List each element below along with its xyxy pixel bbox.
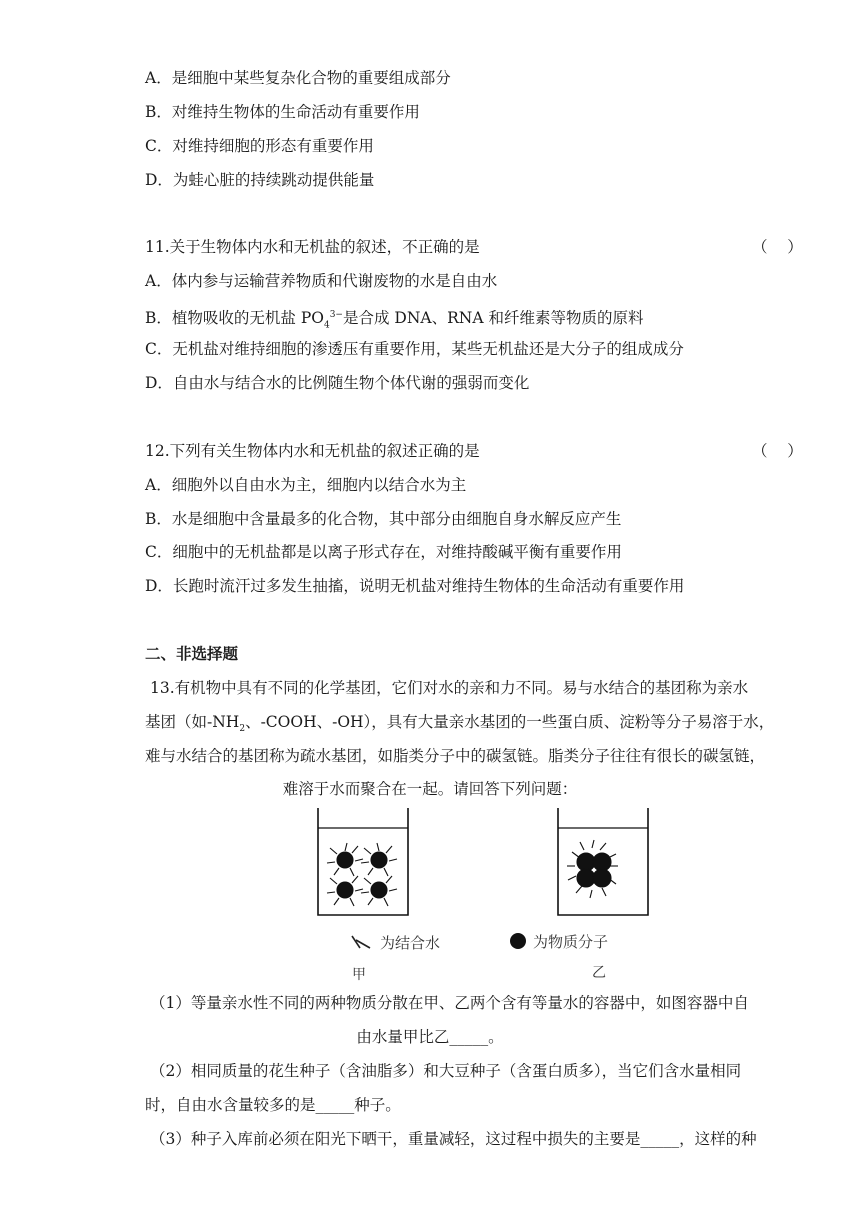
q11-option-d: D．自由水与结合水的比例随生物个体代谢的强弱而变化 <box>145 374 530 392</box>
q10-option-b: B．对维持生物体的生命活动有重要作用 <box>145 103 420 121</box>
q10-option-d: D．为蛙心脏的持续跳动提供能量 <box>145 171 375 189</box>
q12-option-c: C．细胞中的无机盐都是以离子形式存在，对维持酸碱平衡有重要作用 <box>145 543 622 561</box>
q13-line-2 <box>145 712 774 739</box>
label-jia: 甲 <box>352 967 366 983</box>
containers-figure <box>300 800 680 985</box>
q13-line-4: 难溶于水而聚合在一起。请回答下列问题： <box>282 780 578 798</box>
molecule-legend-label: 为物质分子 <box>533 933 609 951</box>
label-yi: 乙 <box>592 965 606 981</box>
q13-sub2-line-2: 时，自由水含量较多的是_____种子。 <box>145 1096 401 1114</box>
q12-option-b: B．水是细胞中含量最多的化合物，其中部分由细胞自身水解反应产生 <box>145 510 622 528</box>
bound-water-legend-label: 为结合水 <box>380 934 441 952</box>
q10-option-a: A．是细胞中某些复杂化合物的重要组成部分 <box>145 69 451 87</box>
q10-option-c: C．对维持细胞的形态有重要作用 <box>145 137 374 155</box>
section-heading: 二、非选择题 <box>145 645 239 663</box>
q13-line-2-sub: 2 <box>239 724 246 735</box>
q12-option-a: A．细胞外以自由水为主，细胞内以结合水为主 <box>145 476 467 494</box>
q11-answer-paren: （ ） <box>752 238 803 256</box>
q12-answer-paren: （ ） <box>752 442 803 460</box>
q11-option-b-post: 是合成 DNA、RNA 和纤维素等物质的原料 <box>342 309 644 328</box>
q13-sub3-line-1: （3）种子入库前必须在阳光下晒干，重量减轻，这过程中损失的主要是_____，这样的种 <box>150 1130 757 1148</box>
q11-option-b <box>145 305 643 335</box>
q13-line-1: 13.有机物中具有不同的化学基团，它们对水的亲和力不同。易与水结合的基团称为亲水 <box>150 679 749 697</box>
q11-option-a: A．体内参与运输营养物质和代谢废物的水是自由水 <box>145 272 498 290</box>
aggregated-molecules <box>567 840 618 898</box>
molecule-legend-mark <box>510 933 526 949</box>
q11-option-b-sup: 3− <box>329 310 343 320</box>
q13-line-2-pre: 基团（如-NH <box>145 713 240 731</box>
q12-stem: 12.下列有关生物体内水和无机盐的叙述正确的是 <box>145 442 480 460</box>
container-jia <box>318 808 408 915</box>
q11-stem: 11.关于生物体内水和无机盐的叙述，不正确的是 <box>145 238 480 256</box>
q11-option-b-pre: B．植物吸收的无机盐 PO <box>145 309 324 328</box>
containers-illustration <box>300 800 680 985</box>
q13-sub1-line-1: （1）等量亲水性不同的两种物质分散在甲、乙两个含有等量水的容器中，如图容器中自 <box>150 994 749 1012</box>
dispersed-molecules <box>327 843 397 906</box>
q13-sub1-line-2: 由水量甲比乙_____。 <box>356 1028 504 1046</box>
q13-line-3: 难与水结合的基团称为疏水基团，如脂类分子中的碳氢链。脂类分子往往有很长的碳氢链， <box>145 747 766 765</box>
q13-line-2-post: 、-COOH、-OH），具有大量亲水基团的一些蛋白质、淀粉等分子易溶于水， <box>245 713 775 731</box>
q11-option-b-sub: 4 <box>323 320 330 331</box>
q11-option-c: C．无机盐对维持细胞的渗透压有重要作用，某些无机盐还是大分子的组成成分 <box>145 340 684 358</box>
bound-water-legend-mark <box>352 936 370 948</box>
q12-option-d: D．长跑时流汗过多发生抽搐，说明无机盐对维持生物体的生命活动有重要作用 <box>145 577 685 595</box>
q13-sub2-line-1: （2）相同质量的花生种子（含油脂多）和大豆种子（含蛋白质多），当它们含水量相同 <box>150 1062 742 1080</box>
